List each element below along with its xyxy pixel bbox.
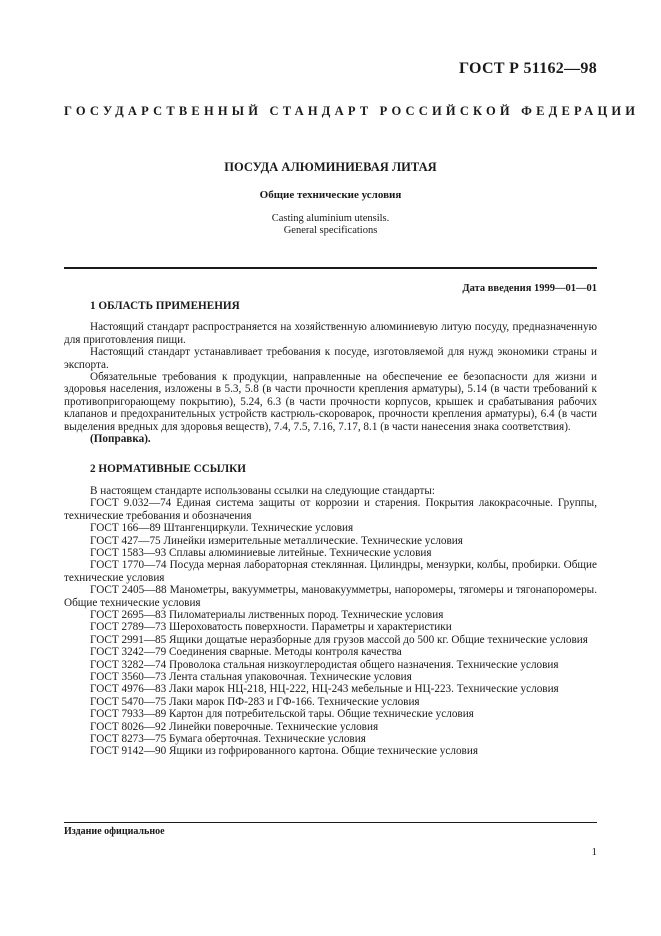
reference-item: ГОСТ 8273—75 Бумага оберточная. Технические условия bbox=[90, 733, 366, 745]
section-1-paragraph-3: Обязательные требования к продукции, направленные на обеспечение ее безопасности для жизни и здоровья населения, изложены в 5.3, 5.8 (в части прочности крепления арматуры), 5.14 (в части требований к противопригорающему покрытию), 5.24, 6.3 (в части прочности корпусов, крышек и срабатывания рабочих клапанов и предохранительных устройств кастрюль-скороварок, прочности крепления арматуры), 6.4 (в части выделения вредных для здоровья веществ), 7.4, 7.5, 7.16, 7.17, 8.1 (в части нанесения знака соответствия). bbox=[64, 371, 597, 433]
reference-item: ГОСТ 2405—88 Манометры, вакуумметры, мановакуумметры, напоромеры, тягомеры и тягонапоромеры. Общие технические условия bbox=[64, 584, 597, 609]
reference-item: ГОСТ 9142—90 Ящики из гофрированного картона. Общие технические условия bbox=[90, 745, 478, 758]
reference-item: ГОСТ 1770—74 Посуда мерная лабораторная стеклянная. Цилиндры, мензурки, колбы, пробирки. Общие технические условия bbox=[64, 559, 597, 584]
document-subtitle: Общие технические условия bbox=[259, 189, 402, 201]
reference-item: ГОСТ 2991—85 Ящики дощатые неразборные для грузов массой до 500 кг. Общие технические условия bbox=[90, 633, 588, 646]
section-2-intro: В настоящем стандарте использованы ссылки на следующие стандарты: bbox=[90, 484, 435, 497]
english-title-line-2: General specifications bbox=[283, 225, 378, 236]
standard-header: ГОСУДАРСТВЕННЫЙ СТАНДАРТ РОССИЙСКОЙ ФЕДЕРАЦИИ bbox=[64, 104, 640, 118]
footer-divider bbox=[64, 822, 597, 823]
document-body bbox=[64, 300, 597, 758]
section-1-paragraph-1: Настоящий стандарт распространяется на хозяйственную алюминиевую литую посуду, предназначенную для приготовления пищи. bbox=[64, 321, 597, 346]
section-1-amendment: (Поправка). bbox=[90, 433, 151, 446]
reference-item: ГОСТ 9.032—74 Единая система защиты от коррозии и старения. Покрытия лакокрасочные. Группы, технические требования и обозначения bbox=[64, 497, 597, 522]
header-divider bbox=[64, 267, 597, 269]
reference-item: ГОСТ 2789—73 Шероховатость поверхности. Параметры и характеристики bbox=[90, 621, 452, 634]
reference-item: ГОСТ 1583—93 Сплавы алюминиевые литейные. Технические условия bbox=[90, 546, 432, 559]
reference-item: ГОСТ 3282—74 Проволока стальная низкоуглеродистая общего назначения. Технические условия bbox=[90, 658, 559, 671]
reference-item: ГОСТ 427—75 Линейки измерительные металлические. Технические условия bbox=[90, 534, 463, 547]
english-title bbox=[64, 213, 597, 237]
reference-item: ГОСТ 7933—89 Картон для потребительской тары. Общие технические условия bbox=[90, 708, 474, 721]
reference-item: ГОСТ 5470—75 Лаки марок ПФ-283 и ГФ-166. Технические условия bbox=[90, 695, 420, 708]
page-number: 1 bbox=[591, 846, 597, 858]
english-title-line-1: Casting aluminium utensils. bbox=[271, 213, 390, 224]
edition-note: Издание официальное bbox=[64, 826, 165, 837]
reference-item: ГОСТ 2695—83 Пиломатериалы лиственных пород. Технические условия bbox=[90, 608, 444, 621]
document-title: ПОСУДА АЛЮМИНИЕВАЯ ЛИТАЯ bbox=[224, 160, 437, 174]
introduction-date: Дата введения 1999—01—01 bbox=[462, 283, 597, 294]
reference-item: ГОСТ 166—89 Штангенциркули. Технические условия bbox=[90, 522, 354, 535]
reference-item: ГОСТ 3242—79 Соединения сварные. Методы контроля качества bbox=[90, 646, 402, 659]
reference-item: ГОСТ 8026—92 Линейки поверочные. Технические условия bbox=[90, 720, 379, 733]
section-1-heading: 1 ОБЛАСТЬ ПРИМЕНЕНИЯ bbox=[90, 300, 240, 312]
section-gap bbox=[64, 445, 597, 463]
reference-item: ГОСТ 4976—83 Лаки марок НЦ-218, НЦ-222, НЦ-243 мебельные и НЦ-223. Технические условия bbox=[90, 683, 559, 696]
reference-item: ГОСТ 3560—73 Лента стальная упаковочная. Технические условия bbox=[90, 670, 412, 683]
document-code: ГОСТ Р 51162—98 bbox=[458, 60, 597, 77]
section-2-heading: 2 НОРМАТИВНЫЕ ССЫЛКИ bbox=[90, 463, 246, 476]
references-list bbox=[64, 497, 597, 758]
section-1-paragraph-2: Настоящий стандарт устанавливает требования к посуде, изготовляемой для нужд экономики страны и экспорта. bbox=[64, 346, 597, 371]
